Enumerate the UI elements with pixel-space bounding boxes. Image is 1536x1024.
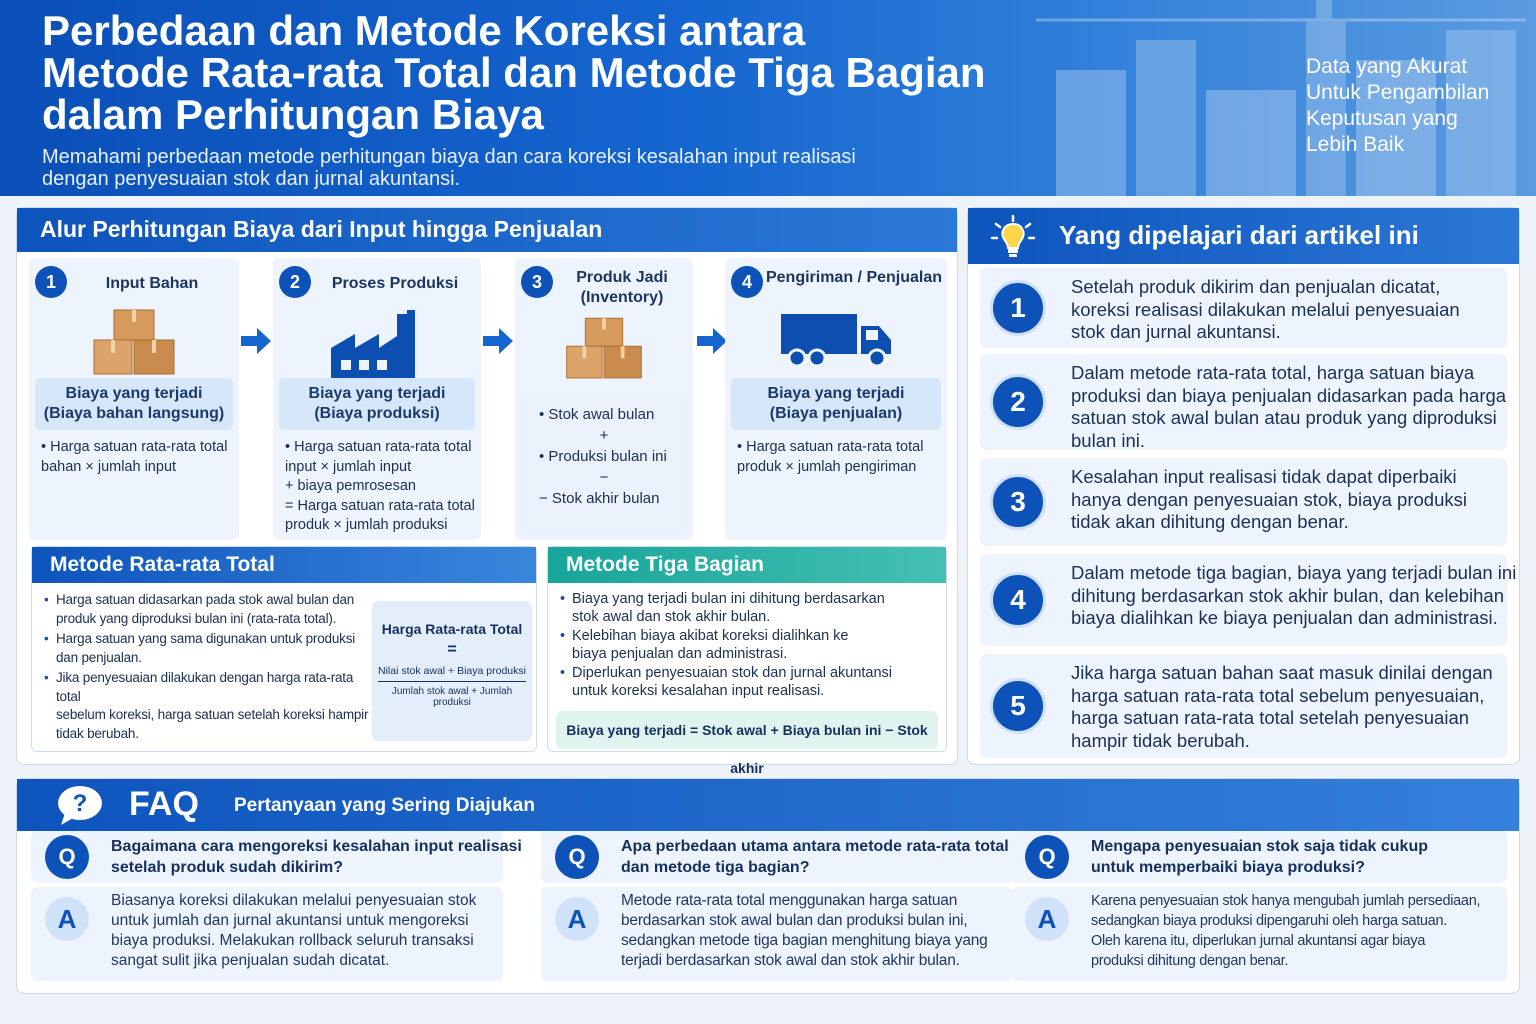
method-three-part-title: Metode Tiga Bagian bbox=[548, 547, 946, 583]
learning-text: Dalam metode rata-rata total, harga satuan biaya produksi dan biaya penjualan didasarkan pada harga satuan stok awal bulan atau produk yang diproduksi bulan ini. bbox=[1071, 362, 1507, 451]
faq-question bbox=[1011, 831, 1507, 883]
lightbulb-icon bbox=[990, 214, 1036, 260]
faq-answer bbox=[541, 887, 1013, 981]
step-number: 3 bbox=[521, 266, 553, 298]
method-total-average-bullets: • Harga satuan didasarkan pada stok awal bulan dan produk yang diproduksi bulan ini (rata-rata total). • Harga satuan yang sama digunakan untuk produksi dan penjualan. • Jika penyesuaian dilakukan dengan harga rata-rata total sebelum koreksi, harga satuan setelah koreksi hampir tidak berubah. bbox=[42, 591, 372, 745]
faq-item bbox=[17, 831, 522, 993]
question-bubble-icon bbox=[55, 783, 105, 827]
question-text: Mengapa penyesuaian stok saja tidak cukup untuk memperbaiki biaya produksi? bbox=[1091, 838, 1428, 876]
faq-item bbox=[527, 831, 1023, 993]
answer-text: Metode rata-rata total menggunakan harga satuan berdasarkan stok awal bulan dan produksi bulan ini, sedangkan metode tiga bagian menghitung biaya yang terjadi berdasarkan stok awal dan stok akhir bulan. bbox=[621, 892, 988, 969]
three-part-formula: Biaya yang terjadi = Stok awal + Biaya bulan ini − Stok akhir bbox=[556, 711, 938, 749]
flow-step-inventory bbox=[515, 258, 693, 540]
factory-icon bbox=[273, 308, 481, 388]
cost-flow-panel bbox=[16, 207, 958, 776]
cost-incurred-box: Biaya yang terjadi (Biaya bahan langsung) bbox=[35, 378, 233, 430]
learning-number: 4 bbox=[990, 572, 1046, 628]
faq-question bbox=[541, 831, 1013, 883]
learning-item bbox=[980, 354, 1507, 450]
learning-number: 3 bbox=[990, 474, 1046, 530]
learning-item bbox=[980, 554, 1517, 646]
learnings-title: Yang dipelajari dari artikel ini bbox=[1059, 220, 1419, 250]
arrow-right-icon bbox=[241, 328, 271, 354]
step-formula: • Harga satuan rata-rata total bahan × jumlah input bbox=[41, 439, 228, 475]
answer-text: Karena penyesuaian stok hanya mengubah jumlah persediaan, sedangkan biaya produksi dipengaruhi oleh harga satuan. Oleh karena itu, diperlukan jurnal akuntansi agar biaya produksi dihitung dengan benar. bbox=[1091, 893, 1481, 969]
cost-incurred-box: Biaya yang terjadi (Biaya produksi) bbox=[279, 378, 475, 430]
question-text: Apa perbedaan utama antara metode rata-rata total dan metode tiga bagian? bbox=[621, 838, 1009, 876]
learning-text: Dalam metode tiga bagian, biaya yang terjadi bulan ini dihitung berdasarkan stok akhir bulan, dan kelebihan biaya dialihkan ke biaya penjualan dan administrasi. bbox=[1071, 562, 1517, 628]
learning-item bbox=[980, 268, 1507, 348]
flow-step-sales bbox=[725, 258, 947, 540]
method-total-average-title: Metode Rata-rata Total bbox=[32, 547, 536, 583]
faq-question bbox=[31, 831, 522, 883]
header-banner bbox=[0, 0, 1536, 196]
question-badge: Q bbox=[555, 835, 599, 879]
faq-section bbox=[16, 778, 1520, 994]
cost-flow-title: Alur Perhitungan Biaya dari Input hingga Penjualan bbox=[17, 208, 957, 252]
learning-text: Kesalahan input realisasi tidak dapat diperbaiki hanya dengan penyesuaian stok, biaya produksi tidak akan dihitung dengan benar. bbox=[1071, 466, 1467, 532]
arrow-right-icon bbox=[483, 328, 513, 354]
method-three-part-box bbox=[547, 546, 947, 776]
step-formula: • Harga satuan rata-rata total produk × jumlah pengiriman bbox=[737, 439, 924, 475]
header-tagline: Data yang Akurat Untuk Pengambilan Keputusan yang Lebih Baik bbox=[1306, 55, 1490, 156]
step-number: 2 bbox=[279, 266, 311, 298]
learnings-header bbox=[968, 208, 1519, 264]
learning-item bbox=[980, 458, 1507, 546]
answer-badge: A bbox=[1025, 897, 1069, 941]
faq-answer bbox=[31, 887, 503, 981]
faq-subtitle: Pertanyaan yang Sering Diajukan bbox=[234, 795, 535, 816]
step-title: Input Bahan bbox=[105, 275, 199, 292]
method-total-average-box bbox=[31, 546, 537, 752]
step-title: Pengiriman / Penjualan bbox=[765, 269, 943, 286]
learning-text: Setelah produk dikirim dan penjualan dicatat, koreksi realisasi dilakukan melalui penyesuaian stok dan jurnal akuntansi. bbox=[1071, 276, 1460, 342]
question-badge: Q bbox=[45, 835, 89, 879]
flow-step-production bbox=[273, 258, 481, 540]
step-number: 4 bbox=[731, 266, 763, 298]
svg-text:?: ? bbox=[72, 790, 88, 817]
question-badge: Q bbox=[1025, 835, 1069, 879]
learning-number: 2 bbox=[990, 374, 1046, 430]
method-three-part-bullets: • Biaya yang terjadi bulan ini dihitung berdasarkan stok awal dan stok akhir bulan. • Kelebihan biaya akibat koreksi dialihkan ke biaya penjualan dan administrasi. • Diperlukan penyesuaian stok dan jurnal akuntansi untuk koreksi kesalahan input realisasi. bbox=[558, 591, 943, 702]
page-title: Perbedaan dan Metode Koreksi antara Metode Rata-rata Total dan Metode Tiga Bagian dalam Perhitungan Biaya bbox=[42, 7, 986, 138]
step-title: Produk Jadi (Inventory) bbox=[576, 269, 668, 306]
inventory-calculation: • Stok awal bulan + • Produksi bulan ini − − Stok akhir bulan bbox=[521, 394, 687, 534]
page-subtitle: Memahami perbedaan metode perhitungan biaya dan cara koreksi kesalahan input realisasi dengan penyesuaian stok dan jurnal akuntansi. bbox=[42, 146, 856, 190]
flow-step-input bbox=[29, 258, 239, 540]
answer-badge: A bbox=[555, 897, 599, 941]
faq-answer bbox=[1011, 887, 1507, 981]
learning-number: 1 bbox=[990, 280, 1046, 336]
step-number: 1 bbox=[35, 266, 67, 298]
faq-item bbox=[997, 831, 1517, 993]
faq-header bbox=[17, 779, 1519, 831]
step-title: Proses Produksi bbox=[331, 275, 459, 292]
learning-number: 5 bbox=[990, 678, 1046, 734]
total-average-formula: Harga Rata-rata Total = Nilai stok awal + Biaya produksi Jumlah stok awal + Jumlah produksi bbox=[372, 601, 532, 741]
step-formula: • Harga satuan rata-rata total input × jumlah input + biaya pemrosesan = Harga satuan rata-rata total produk × jumlah produksi bbox=[285, 439, 475, 533]
arrow-right-icon bbox=[697, 328, 727, 354]
faq-title: FAQ bbox=[129, 785, 199, 823]
answer-badge: A bbox=[45, 897, 89, 941]
learning-text: Jika harga satuan bahan saat masuk dinilai dengan harga satuan rata-rata total sebelum penyesuaian, harga satuan rata-rata total setelah penyesuaian hampir tidak berubah. bbox=[1071, 662, 1493, 751]
question-text: Bagaimana cara mengoreksi kesalahan input realisasi setelah produk sudah dikirim? bbox=[111, 838, 522, 876]
answer-text: Biasanya koreksi dilakukan melalui penyesuaian stok untuk jumlah dan jurnal akuntansi untuk mengoreksi biaya produksi. Melakukan rollback seluruh transaksi sangat sulit jika penjualan sudah dicatat. bbox=[111, 892, 477, 969]
learnings-panel bbox=[967, 207, 1520, 765]
boxes-icon bbox=[515, 314, 693, 394]
boxes-icon bbox=[29, 308, 239, 388]
cost-incurred-box: Biaya yang terjadi (Biaya penjualan) bbox=[731, 378, 941, 430]
learning-item bbox=[980, 654, 1507, 758]
